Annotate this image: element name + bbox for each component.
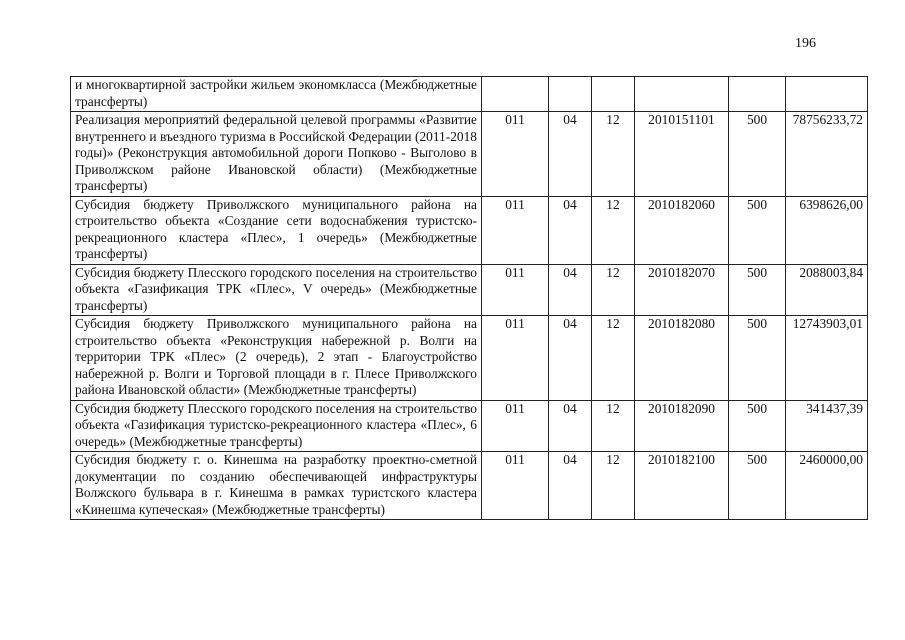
row-description: Субсидия бюджету г. о. Кинешма на разработку проектно-сметной документации по созданию обеспечивающей инфраструктуры Волжского бульвара в г. Кинешма в рамках туристского кластера «Кинешма купеческая» (Межбюджетные трансферты) <box>71 452 482 520</box>
table-row <box>71 316 868 401</box>
table-row <box>71 77 868 112</box>
subsection-code: 12 <box>592 196 635 264</box>
subsection-code <box>592 77 635 112</box>
target-article-code: 2010182070 <box>635 264 729 316</box>
row-description: Субсидия бюджету Приволжского муниципального района на строительство объекта «Реконструкция набережной р. Волги на территории ТРК «Плес» (2 очередь), 2 этап - Благоустройство набережной р. Волги и Торговой площади в г. Плесе Приволжского района Ивановской области» (Межбюджетные трансферты) <box>71 316 482 401</box>
amount: 78756233,72 <box>786 112 868 197</box>
amount: 341437,39 <box>786 400 868 452</box>
ministry-code: 011 <box>482 264 549 316</box>
subsection-code: 12 <box>592 400 635 452</box>
budget-table-body <box>71 77 868 520</box>
section-code: 04 <box>549 196 592 264</box>
section-code: 04 <box>549 112 592 197</box>
target-article-code: 2010182090 <box>635 400 729 452</box>
ministry-code: 011 <box>482 112 549 197</box>
target-article-code: 2010182080 <box>635 316 729 401</box>
subsection-code: 12 <box>592 452 635 520</box>
section-code: 04 <box>549 316 592 401</box>
amount: 6398626,00 <box>786 196 868 264</box>
amount: 2460000,00 <box>786 452 868 520</box>
target-article-code <box>635 77 729 112</box>
expense-type-code: 500 <box>729 112 786 197</box>
row-description: Субсидия бюджету Плесского городского поселения на строительство объекта «Газификация ТРК «Плес», V очередь» (Межбюджетные трансферты) <box>71 264 482 316</box>
section-code: 04 <box>549 400 592 452</box>
section-code: 04 <box>549 452 592 520</box>
target-article-code: 2010182100 <box>635 452 729 520</box>
section-code <box>549 77 592 112</box>
subsection-code: 12 <box>592 316 635 401</box>
row-description: Субсидия бюджету Плесского городского поселения на строительство объекта «Газификация туристско-рекреационного кластера «Плес», 6 очередь» (Межбюджетные трансферты) <box>71 400 482 452</box>
expense-type-code: 500 <box>729 196 786 264</box>
ministry-code: 011 <box>482 316 549 401</box>
row-description: и многоквартирной застройки жильем экономкласса (Межбюджетные трансферты) <box>71 77 482 112</box>
table-row <box>71 400 868 452</box>
subsection-code: 12 <box>592 264 635 316</box>
section-code: 04 <box>549 264 592 316</box>
target-article-code: 2010151101 <box>635 112 729 197</box>
page-number: 196 <box>795 36 816 51</box>
target-article-code: 2010182060 <box>635 196 729 264</box>
ministry-code: 011 <box>482 400 549 452</box>
ministry-code: 011 <box>482 452 549 520</box>
table-row <box>71 112 868 197</box>
row-description: Субсидия бюджету Приволжского муниципального района на строительство объекта «Создание сети водоснабжения туристско-рекреационного кластера «Плес», 1 очередь» (Межбюджетные трансферты) <box>71 196 482 264</box>
amount: 2088003,84 <box>786 264 868 316</box>
subsection-code: 12 <box>592 112 635 197</box>
table-row <box>71 452 868 520</box>
ministry-code <box>482 77 549 112</box>
expense-type-code: 500 <box>729 316 786 401</box>
amount <box>786 77 868 112</box>
expense-type-code: 500 <box>729 264 786 316</box>
table-row <box>71 196 868 264</box>
expense-type-code: 500 <box>729 400 786 452</box>
ministry-code: 011 <box>482 196 549 264</box>
expense-type-code: 500 <box>729 452 786 520</box>
expense-type-code <box>729 77 786 112</box>
row-description: Реализация мероприятий федеральной целевой программы «Развитие внутреннего и въездного туризма в Российской Федерации (2011-2018 годы)» (Реконструкция автомобильной дороги Попково - Выголово в Приволжском районе Ивановской области) (Межбюджетные трансферты) <box>71 112 482 197</box>
table-row <box>71 264 868 316</box>
amount: 12743903,01 <box>786 316 868 401</box>
budget-table <box>70 76 868 520</box>
